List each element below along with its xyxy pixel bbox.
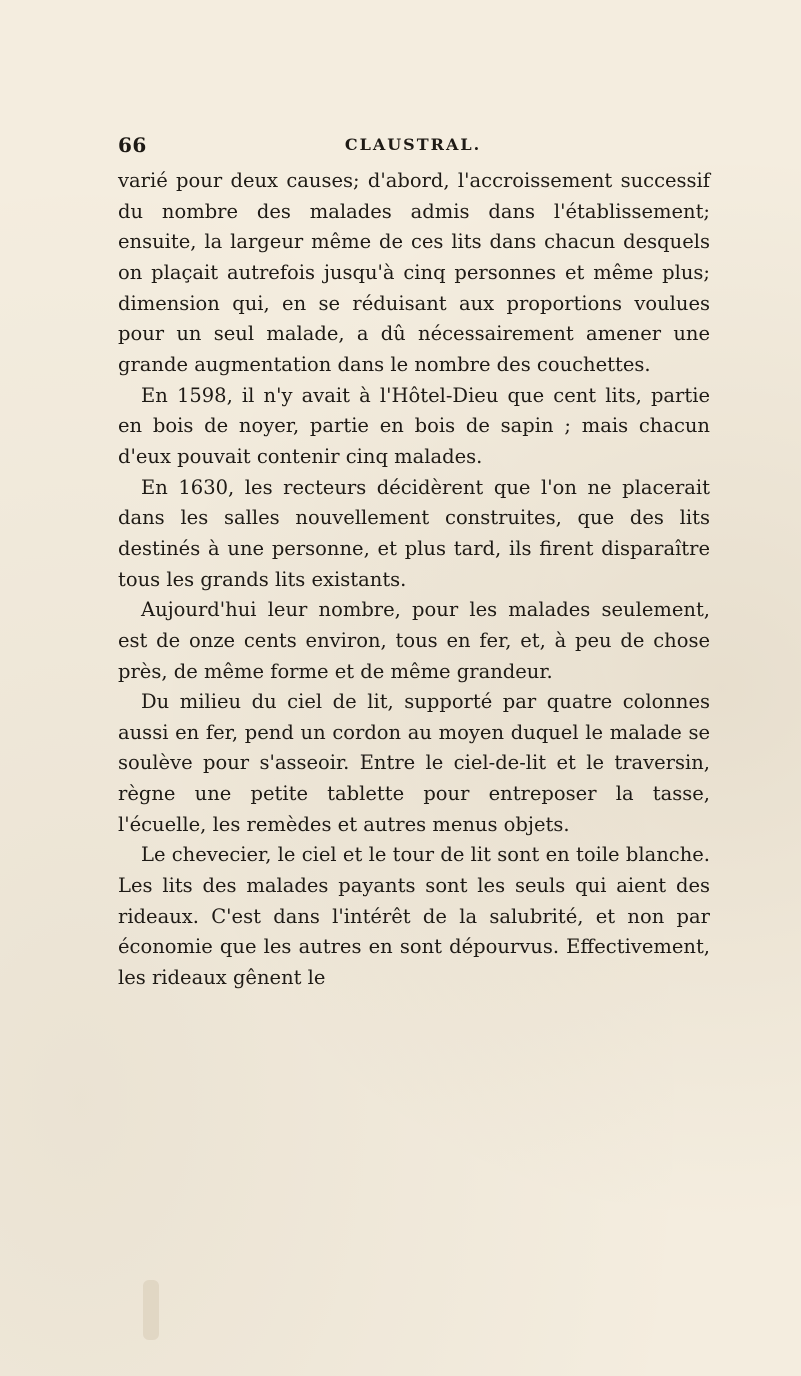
paragraph-6: Le chevecier, le ciel et le tour de lit sont en toile blanche. Les lits des malades payants sont les seuls qui aient des rideaux. C'est dans l'intérêt de la salubrité, et non par économie que les autres en sont dépourvus. Effectivement, les rideaux gênent le [118, 843, 710, 990]
page-header [118, 133, 708, 159]
running-head: CLAUSTRAL. [344, 135, 482, 154]
paper-stain [143, 1280, 159, 1340]
body-text [118, 166, 710, 994]
paragraph-3: En 1630, les recteurs décidèrent que l'on ne placerait dans les salles nouvellement construites, que des lits destinés à une personne, et plus tard, ils firent disparaître tous les grands lits existants. [118, 475, 710, 591]
paragraph-2: En 1598, il n'y avait à l'Hôtel-Dieu que cent lits, partie en bois de noyer, partie en bois de sapin ; mais chacun d'eux pouvait contenir cinq malades. [118, 383, 710, 468]
paragraph-4: Aujourd'hui leur nombre, pour les malades seulement, est de onze cents environ, tous en fer, et, à peu de chose près, de même forme et de même grandeur. [118, 598, 710, 683]
page-number: 66 [118, 133, 147, 157]
paragraph-1: varié pour deux causes; d'abord, l'accroissement successif du nombre des malades admis dans l'établissement; ensuite, la largeur même de ces lits dans chacun desquels on plaçait autrefois jusqu'à cinq personnes et même plus; dimension qui, en se réduisant aux proportions voulues pour un seul malade, a dû nécessairement amener une grande augmentation dans le nombre des couchettes. [118, 169, 710, 376]
paragraph-5: Du milieu du ciel de lit, supporté par quatre colonnes aussi en fer, pend un cordon au moyen duquel le malade se soulève pour s'asseoir. Entre le ciel-de-lit et le traversin, règne une petite tablette pour entreposer la tasse, l'écuelle, les remèdes et autres menus objets. [118, 690, 710, 836]
